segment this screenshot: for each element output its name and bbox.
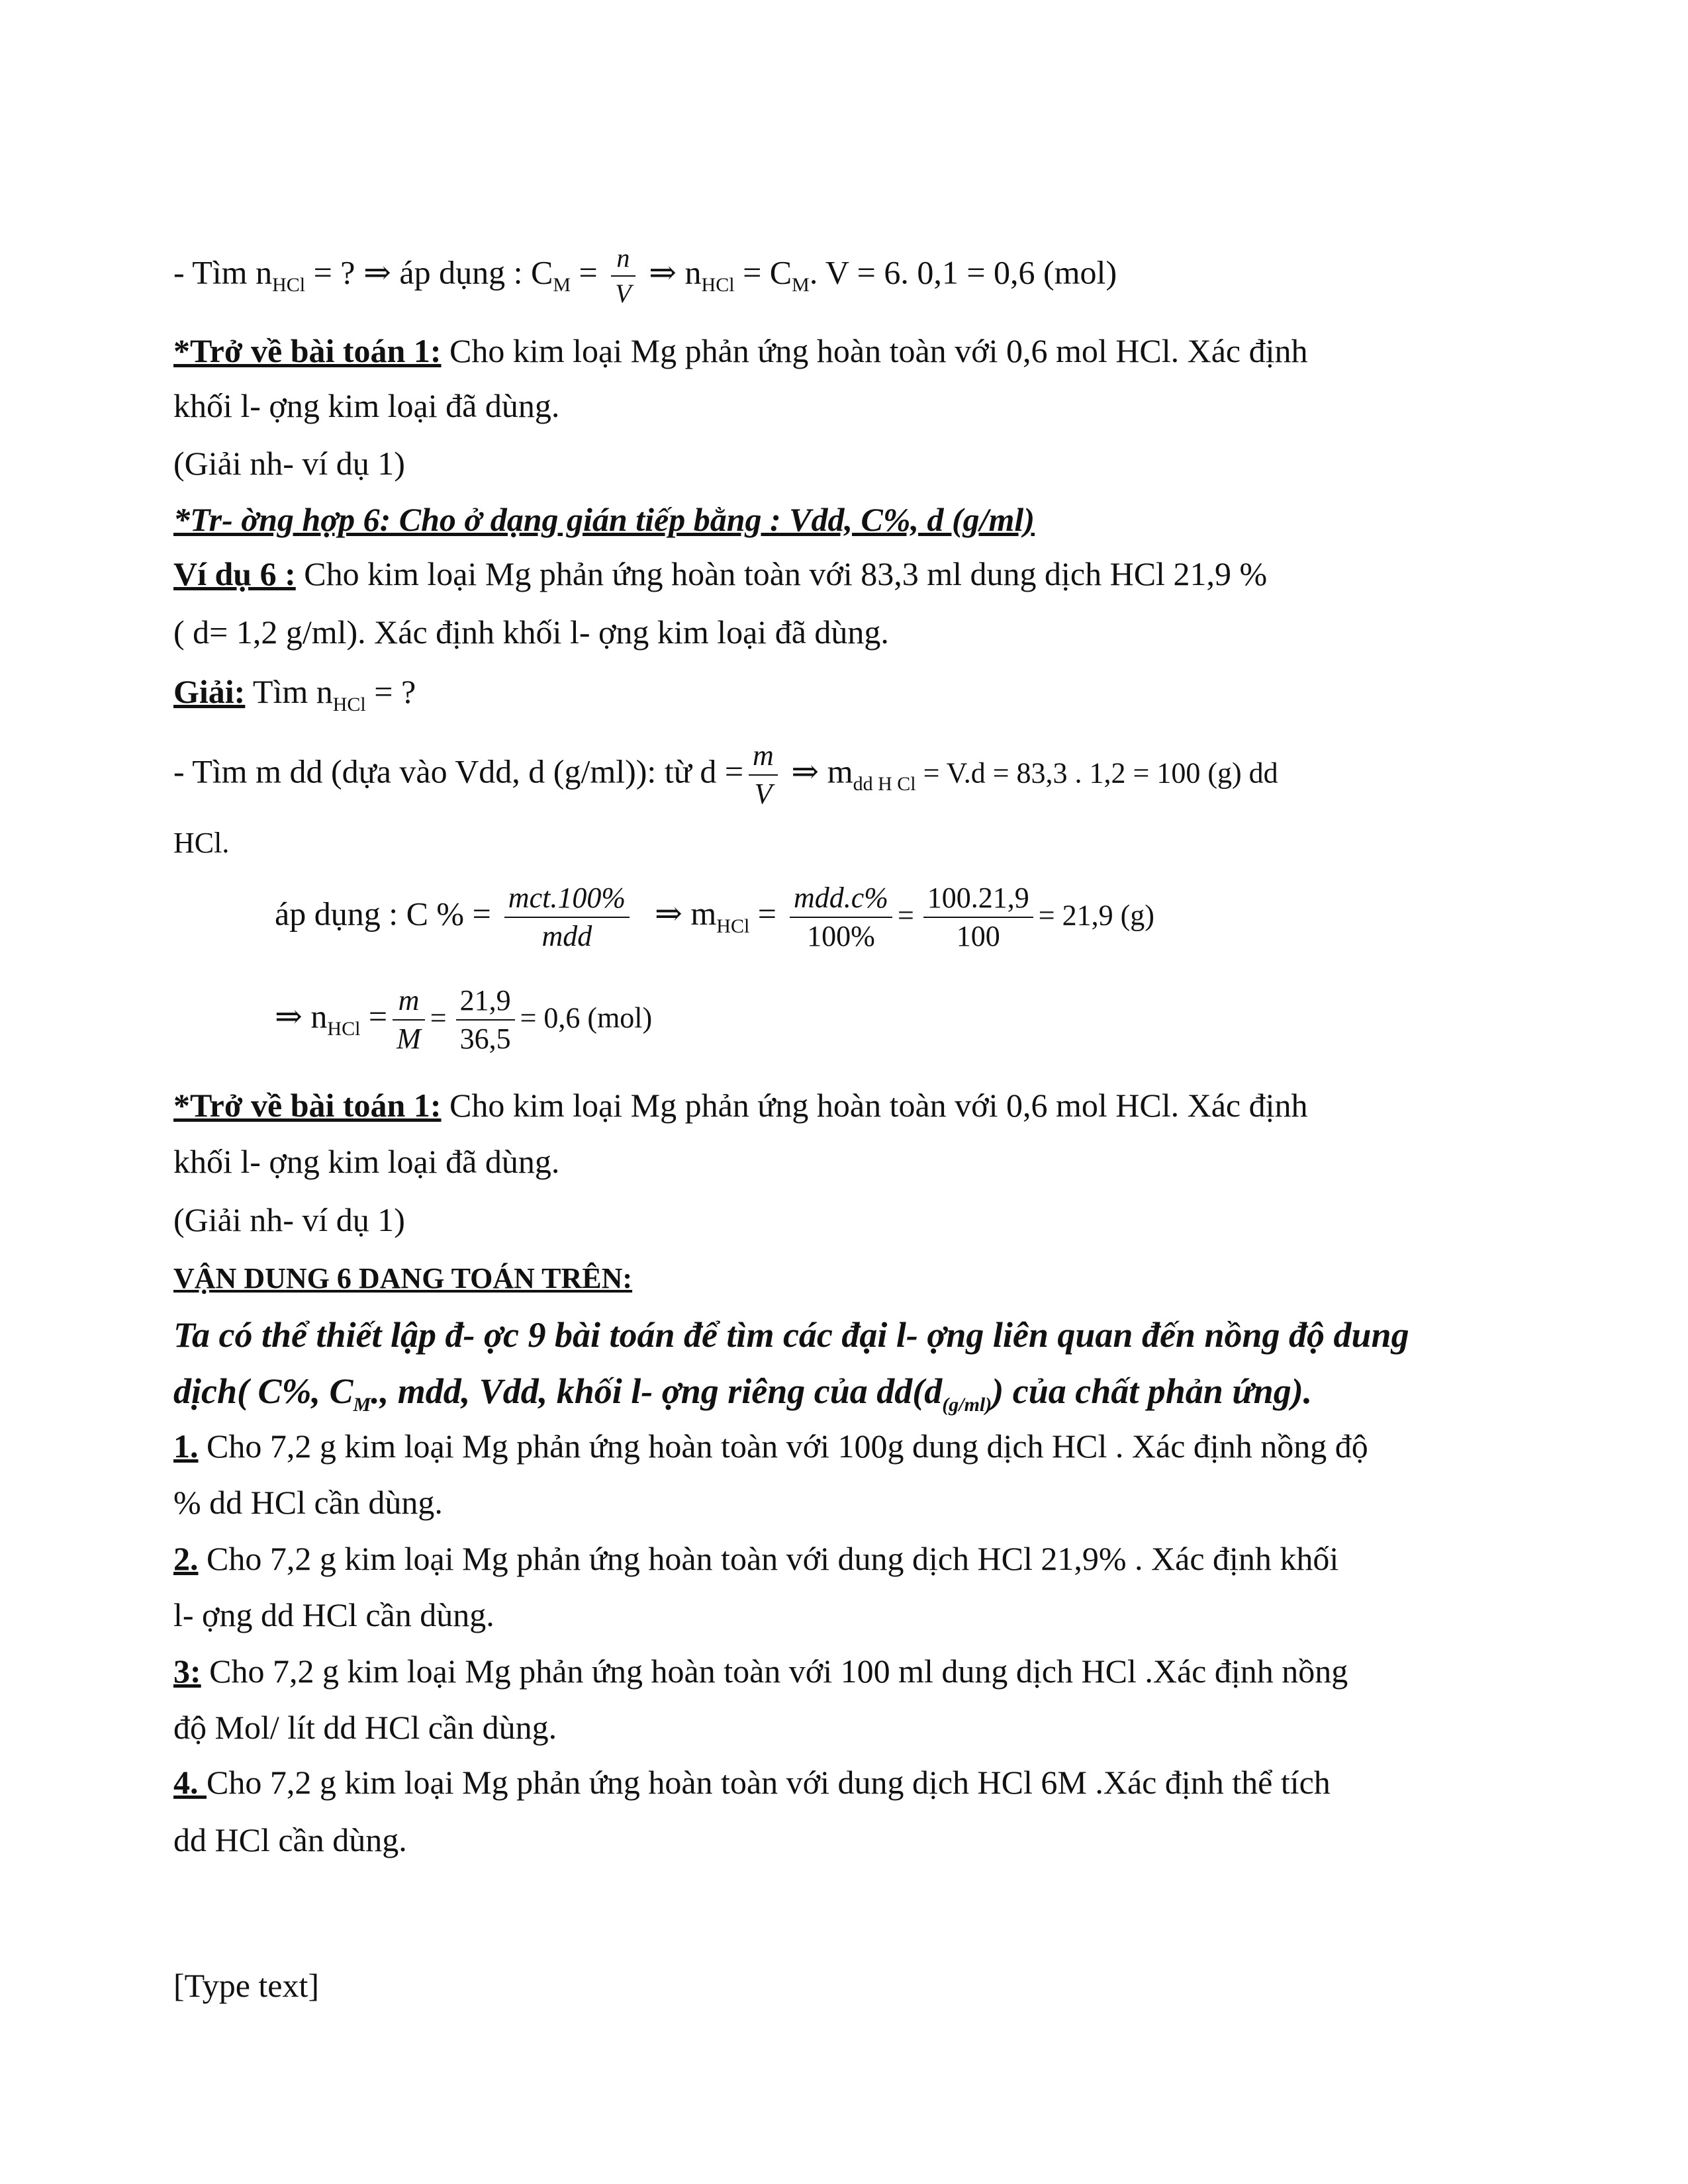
problem-3-line2: độ Mol/ lít dd HCl cần dùng.: [173, 1709, 557, 1746]
footer-text: [Type text]: [173, 1967, 320, 2004]
formula-line-1: - Tìm $n_{HCl}$ = ? ⇒ áp dụng : $C_M$ = $\frac{n}{V}$ ⇒ $n_{HCl} = C_M$. V = 6. 0,1 = 0,6 (mol): [173, 243, 1117, 308]
back-to-problem-1-line3: (Giải nh- ví dụ 1): [173, 445, 405, 482]
problem-1-line2: % dd HCl cần dùng.: [173, 1484, 443, 1521]
problem-2: 2. Cho 7,2 g kim loại Mg phản ứng hoàn toàn với dung dịch HCl 21,9% . Xác định khối: [173, 1540, 1339, 1577]
formula-moles: ⇒ $n_{HCl}$ = $\frac{m}{M}$ = $\frac{21,9}{36,5}$ = 0,6 (mol): [275, 984, 653, 1055]
fraction-m-over-v: $\frac{m}{V}$: [749, 741, 778, 809]
case-6-heading: *Tr- ờng hợp 6: Cho ở dạng gián tiếp bằng : Vdd, C%, d (g/ml): [173, 501, 1035, 538]
problem-3: 3: Cho 7,2 g kim loại Mg phản ứng hoàn toàn với 100 ml dung dịch HCl .Xác định nồng: [173, 1653, 1348, 1690]
back-to-problem-1: *Trở về bài toán 1: Cho kim loại Mg phản ứng hoàn toàn với 0,6 mol HCl. Xác định: [173, 332, 1308, 369]
fraction-mdd-c: $\frac{\text{mdd.c\%}}{100\%}$: [790, 884, 892, 951]
problem-4: 4. Cho 7,2 g kim loại Mg phản ứng hoàn toàn với dung dịch HCl 6M .Xác định thể tích: [173, 1764, 1331, 1801]
example-6-line2: ( d= 1,2 g/ml). Xác định khối l- ợng kim loại đã dùng.: [173, 614, 889, 651]
solution-heading: Giải: Tìm $n_{HCl}$ = ?: [173, 673, 416, 715]
back-to-problem-1-second-line2: khối l- ợng kim loại đã dùng.: [173, 1143, 560, 1180]
intro-line-1: Ta có thể thiết lập đ- ợc 9 bài toán để tìm các đại l- ợng liên quan đến nồng độ dung: [173, 1315, 1409, 1355]
back-to-problem-1-line2: khối l- ợng kim loại đã dùng.: [173, 387, 560, 424]
fraction-values: $\frac{100.21,9}{100}$: [923, 884, 1033, 951]
formula-mass-percent: áp dụng : C % = $\frac{\text{mct.100\%}}{\text{mdd}}$ ⇒ $m_{HCl}$ = $\frac{\text{mdd.c\%}}{100\%}$ = $\frac{100.21,9}{100}$ = 21,9 (g): [275, 882, 1154, 952]
back-to-problem-1-second-line3: (Giải nh- ví dụ 1): [173, 1201, 405, 1238]
apply-heading: VẬN DUNG 6 DANG TOÁN TRÊN:: [173, 1262, 633, 1295]
example-6: Ví dụ 6 : Cho kim loại Mg phản ứng hoàn toàn với 83,3 ml dung dịch HCl 21,9 %: [173, 555, 1268, 592]
fraction-m-over-M: $\frac{m}{M}$: [393, 986, 425, 1054]
back-to-problem-1-second: *Trở về bài toán 1: Cho kim loại Mg phản ứng hoàn toàn với 0,6 mol HCl. Xác định: [173, 1087, 1308, 1124]
fraction-mct-mdd: $\frac{\text{mct.100\%}}{\text{mdd}}$: [504, 884, 630, 951]
problem-4-line2: dd HCl cần dùng.: [173, 1821, 407, 1858]
fraction-21-9-over-36-5: $\frac{21,9}{36,5}$: [456, 986, 515, 1054]
fraction-n-over-v: $\frac{n}{V}$: [611, 245, 635, 307]
problem-1: 1. Cho 7,2 g kim loại Mg phản ứng hoàn toàn với 100g dung dịch HCl . Xác định nồng độ: [173, 1428, 1368, 1465]
formula-density-wrap: HCl.: [173, 827, 230, 859]
intro-line-2: dịch( C%, $C_M$., mdd, Vdd, khối l- ợng riêng của $dd(d_{(g/ml)})$ của chất phản ứng).: [173, 1371, 1313, 1416]
problem-2-line2: l- ợng dd HCl cần dùng.: [173, 1596, 494, 1633]
formula-density: - Tìm m dd (dựa vào Vdd, d (g/ml)): từ d = $\frac{m}{V}$ ⇒ $m_{dd H Cl} = V.d = 83,3$ . 1,2 = 100 (g) dd: [173, 739, 1278, 810]
